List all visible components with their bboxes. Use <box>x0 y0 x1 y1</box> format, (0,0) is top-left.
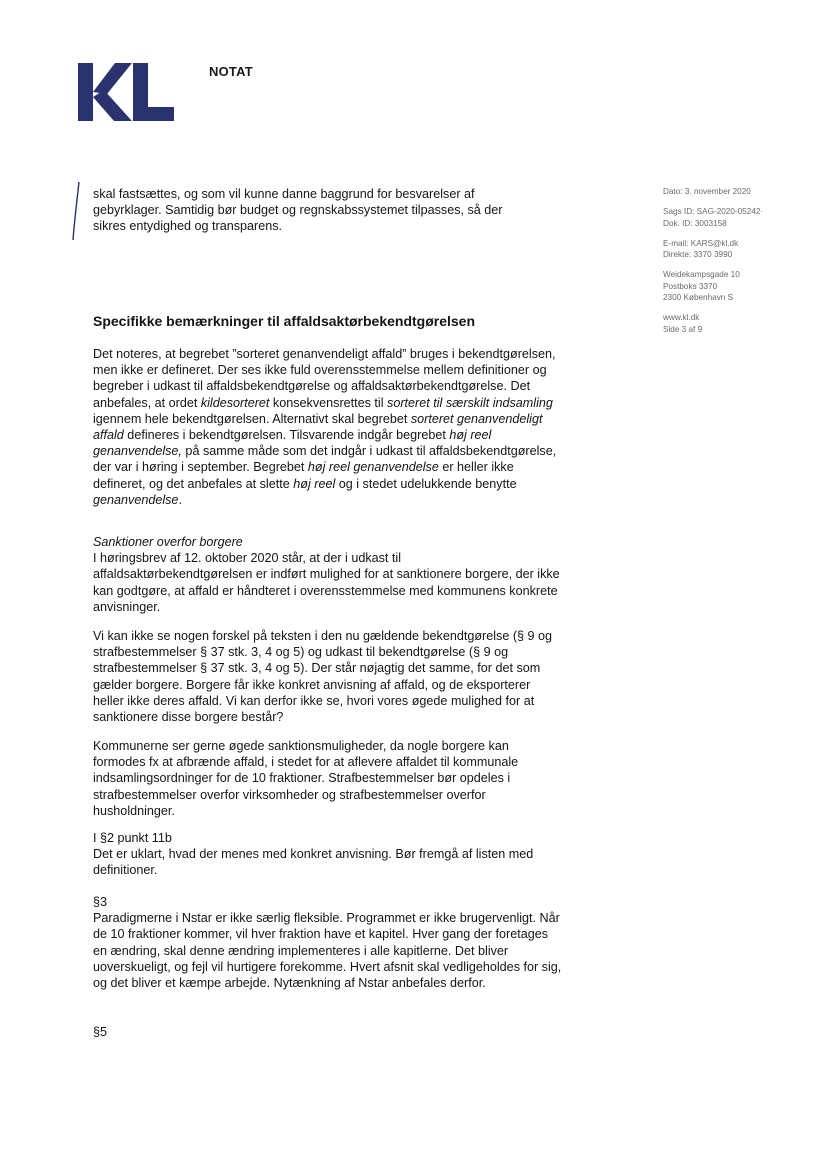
section-heading: Specifikke bemærkninger til affaldsaktørbekendtgørelsen <box>93 313 476 329</box>
page-number: Side 3 af 9 <box>663 324 703 334</box>
address-line: Postboks 3370 <box>663 281 718 291</box>
paragraph-comparison: Vi kan ikke se nogen forskel på teksten i den nu gældende bekendtgørelse (§ 9 og strafbestemmelser § 37 stk. 3, 4 og 5) og udkast til bekendtgørelse (§ 9 og strafbestemmelser § 37 stk. 3, 4 og 5). Der står nøjagtig det samme, for det som gælder borgere. Borgere får ikke konkret anvisning af affald, og de eksporterer heller ikke deres affald. Vi kan derfor ikke se, hvori vores øgede mulighed for at sanktionere disse borgere består? <box>93 629 553 725</box>
email: E-mail: KARS@kl.dk <box>663 238 739 248</box>
paragraph-sanctions: Sanktioner overfor borgere I høringsbrev af 12. oktober 2020 står, at der i udkast til affaldsaktørbekendtgørelsen er indført mulighed for at sanktionere borgere, der ikke kan godtgøre, at affald er håndteret i overensstemmelse med kommunens konkrete anvisninger. <box>93 535 560 614</box>
website: www.kl.dk <box>663 313 700 323</box>
section-5: §5 <box>93 1025 108 1039</box>
kl-logo <box>78 63 174 121</box>
date: Dato: 3. november 2020 <box>663 187 751 196</box>
margin-mark <box>70 180 82 242</box>
paragraph-definitions: Det noteres, at begrebet ”sorteret genanvendeligt affald” bruges i bekendtgørelsen, men ikke er defineret. Der ses ikke fuld overensstemmelse mellem definitioner og begreber i udkast til affaldsbekendtgørelse og affaldsaktørbekendtgørelse. Det anbefales, at ordet kildesorteret konsekvensrettes til sorteret til særskilt indsamling igennem hele bekendtgørelsen. Alternativt skal begrebet sorteret genanvendeligt affald defineres i bekendtgørelsen. Tilsvarende indgår begrebet høj reel genanvendelse, på samme måde som det indgår i udkast til affaldsbekendtgørelse, der var i høring i september. Begrebet høj reel genanvendelse er heller ikke defineret, og det anbefales at slette høj reel og i stedet udelukkende benytte genanvendelse. <box>93 347 557 507</box>
section-2-11b: I §2 punkt 11b Det er uklart, hvad der menes med konkret anvisning. Bør fremgå af listen med definitioner. <box>93 831 534 878</box>
intro-paragraph: skal fastsættes, og som vil kunne danne baggrund for besvarelser af gebyrklager. Samtidig bør budget og regnskabssystemet tilpasses, så der sikres entydighed og transparens. <box>93 187 503 234</box>
direct-phone: Direkte: 3370 3990 <box>663 250 733 260</box>
address-line: 2300 København S <box>663 293 734 303</box>
case-id: Sags ID: SAG-2020-05242· <box>663 207 764 217</box>
document-metadata <box>663 186 828 344</box>
doc-id: Dok. ID: 3003158 <box>663 218 727 228</box>
section-3: §3 Paradigmerne i Nstar er ikke særlig fleksible. Programmet er ikke brugervenligt. Når de 10 fraktioner kommer, vil hver fraktion have et kapitel. Hver gang der foretages en ændring, skal denne ændring implementeres i alle kapitlerne. Det bliver uoverskueligt, og fejl vil hurtigere forekomme. Hvert afsnit skal vedligeholdes for sig, og det bliver et kæmpe arbejde. Nytænkning af Nstar anbefales derfor. <box>93 895 562 991</box>
address-line: Weidekampsgade 10 <box>663 270 740 280</box>
subheading: Sanktioner overfor borgere <box>93 535 243 549</box>
document-type: NOTAT <box>209 64 253 79</box>
paragraph-sanction-options: Kommunerne ser gerne øgede sanktionsmuligheder, da nogle borgere kan formodes fx at afbrænde affald, i stedet for at aflevere affaldet til kommunale indsamlingsordninger for de 10 fraktioner. Strafbestemmelser bør opdeles i strafbestemmelser overfor virksomheder og strafbestemmelser overfor husholdninger. <box>93 739 519 818</box>
